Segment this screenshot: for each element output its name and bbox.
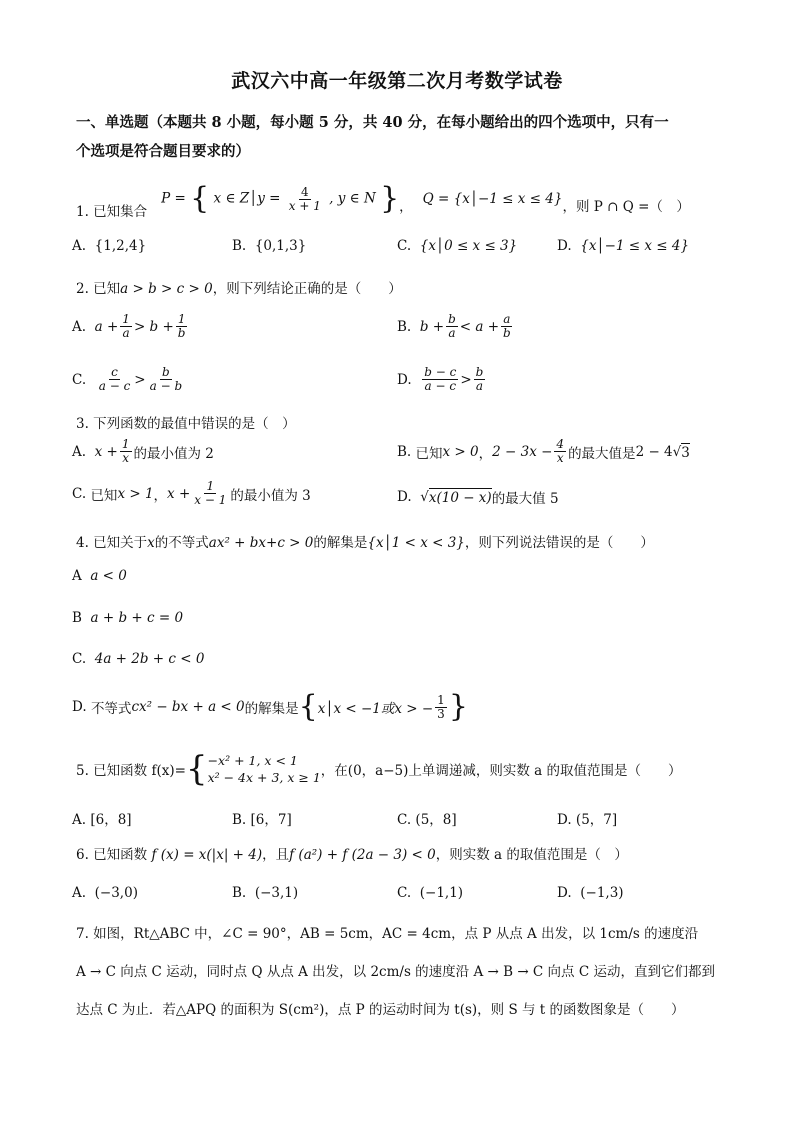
q3-a-post: 的最小值为 2	[133, 445, 214, 462]
q3-opt-a-label: A.	[72, 443, 87, 460]
sqrt-icon: √	[420, 489, 429, 505]
q2-option-a[interactable]	[72, 313, 189, 340]
q7-line-3: 达点 C 为止．若△APQ 的面积为 S(cm²)，点 P 的运动时间为 t(s)，则 S 与 t 的函数图象是（ ）	[76, 1002, 685, 1018]
q3-b-d: x	[556, 451, 564, 465]
q4-opt-b-label: B	[72, 610, 82, 626]
q2-opt-c-label: C.	[72, 371, 87, 388]
q6-opt-c-text: (−1,1)	[419, 885, 464, 901]
question-5	[76, 746, 682, 792]
q5-option-a[interactable]: A. [6，8]	[72, 812, 132, 828]
q1-option-b[interactable]	[232, 238, 306, 254]
question-1	[76, 172, 690, 226]
q3-c-expr: x +	[167, 485, 191, 502]
q5-piece-2: x² − 4x + 3, x ≥ 1	[207, 770, 321, 785]
q6-opt-d-label: D.	[557, 885, 572, 901]
q4-stem-pre: 4. 已知关于	[76, 535, 148, 551]
q4-option-b[interactable]	[72, 610, 183, 626]
q7-line-2: A → C 向点 C 运动，同时点 Q 从点 A 出发，以 2cm/s 的速度沿 A → B → C 向点 C 运动，直到它们都到	[76, 964, 715, 980]
q2-b-n1: b	[448, 312, 456, 326]
q3-c-sep: ，	[153, 487, 168, 504]
q2-b-frac2	[501, 313, 513, 340]
q6-stem-post: ，则实数 a 的取值范围是（ ）	[435, 847, 628, 863]
q3-b-rad: 3	[681, 444, 690, 461]
q2-d-n1: b − c	[424, 365, 457, 379]
q1-option-a[interactable]	[72, 238, 146, 254]
q2-opt-d-label: D.	[397, 371, 412, 388]
q6-function: f (x) = x(|x| + 4)	[151, 847, 263, 863]
q1-opt-a-label: A.	[72, 238, 87, 254]
q2-c-d2: a − b	[149, 379, 183, 393]
q2-option-b[interactable]	[397, 313, 515, 340]
q4-option-a[interactable]	[72, 568, 127, 584]
q2-a-n2: 1	[177, 312, 186, 326]
q2-b-mid: < a +	[459, 318, 500, 335]
q3-c-frac	[192, 480, 228, 507]
q2-d-d1: a − c	[424, 379, 457, 393]
section-header-line2: 个选项是符合题目要求的）	[76, 143, 250, 160]
q2-c-n2: b	[162, 365, 170, 379]
q1-option-d[interactable]	[557, 238, 689, 254]
q4-stem-mid: 的不等式	[154, 535, 209, 551]
q2-a-d1: a	[122, 326, 130, 340]
q4-d-frac	[435, 694, 447, 721]
q3-b-val: 2 − 4	[635, 443, 673, 460]
q2-d-mid: >	[460, 371, 472, 388]
q1-option-c[interactable]	[397, 238, 517, 254]
q6-option-c[interactable]	[397, 885, 463, 901]
q4-var: x	[147, 535, 155, 551]
q4-stem-post: ，则下列说法错误的是（ ）	[464, 535, 654, 551]
q3-b-cond: x > 0	[442, 443, 479, 460]
q4-d-left-brace: {	[298, 689, 318, 724]
q4-opt-a-text: a < 0	[90, 568, 127, 584]
q4-d-pre: 不等式	[90, 701, 132, 717]
q3-option-a[interactable]	[72, 438, 214, 465]
q2-opt-b-label: B.	[397, 318, 412, 335]
q4-opt-c-text: 4a + 2b + c < 0	[94, 651, 205, 667]
q1-opt-d-text: {x│−1 ≤ x ≤ 4}	[580, 238, 690, 254]
q5-stem: 5. 已知函数 f(x)=	[76, 763, 186, 779]
q3-opt-c-label: C.	[72, 485, 87, 502]
q3-c-n: 1	[206, 479, 215, 493]
q5-option-b[interactable]: B. [6，7]	[232, 812, 292, 828]
q7-line-1: 7. 如图，Rt△ABC 中，∠C = 90°，AB = 5cm，AC = 4cm，点 P 从点 A 出发，以 1cm/s 的速度沿	[76, 926, 699, 942]
question-2	[76, 277, 402, 297]
q5-stem-post: ，在(0，a−5)上单调递减，则实数 a 的取值范围是（ ）	[320, 763, 682, 779]
q2-option-c[interactable]	[72, 366, 186, 393]
q2-b-d2: b	[503, 326, 511, 340]
q1-opt-d-label: D.	[557, 238, 572, 254]
q6-option-d[interactable]	[557, 885, 624, 901]
q2-a-pre: a +	[94, 318, 119, 335]
q6-condition: f (a²) + f (2a − 3) < 0	[289, 847, 436, 863]
q3-opt-d-label: D.	[397, 489, 412, 505]
q3-c-post: 的最小值为 3	[230, 487, 311, 504]
q2-a-mid: > b +	[133, 318, 174, 335]
q4-opt-a-label: A	[72, 568, 82, 584]
q1-fraction	[287, 186, 323, 213]
q2-c-frac2	[148, 366, 185, 393]
q1-set-p	[161, 181, 400, 216]
q3-b-post: 的最大值是	[568, 445, 636, 462]
q4-opt-d-label: D.	[72, 699, 87, 715]
q5-piecewise-brace: {	[185, 749, 208, 789]
q6-option-a[interactable]	[72, 885, 138, 901]
question-3: 3. 下列函数的最值中错误的是（ ）	[76, 416, 296, 432]
q2-opt-a-label: A.	[72, 318, 87, 335]
q2-d-frac2	[474, 366, 486, 393]
q4-solution-set: {x│1 < x < 3}	[367, 535, 465, 551]
question-4	[76, 531, 654, 551]
q2-stem-post: ，则下列结论正确的是（ ）	[212, 281, 402, 297]
q1-sep: ，	[399, 199, 413, 215]
q1-p-set-left: x ∈ Z│y =	[213, 190, 281, 207]
q1-opt-b-label: B.	[232, 238, 247, 254]
q2-a-d2: b	[177, 326, 186, 340]
sqrt-icon: √	[672, 443, 682, 460]
q2-b-d1: a	[448, 326, 456, 340]
q3-a-pre: x +	[94, 443, 118, 460]
q1-frac-den: x + 1	[288, 198, 321, 213]
q1-right-brace: }	[380, 181, 400, 216]
q3-a-n: 1	[121, 437, 130, 451]
q2-a-frac1	[120, 313, 132, 340]
q2-condition: a > b > c > 0	[120, 281, 213, 297]
q4-inequality: ax² + bx+c > 0	[208, 535, 314, 551]
q4-d-right-brace: }	[448, 689, 468, 724]
q3-b-pre: 已知	[415, 445, 443, 462]
q1-left-brace: {	[190, 181, 210, 216]
q4-d-inequality: cx² − bx + a < 0	[131, 699, 245, 715]
q6-opt-a-text: (−3,0)	[94, 885, 138, 901]
q2-d-n2: b	[475, 365, 484, 379]
q3-a-d: x	[122, 451, 130, 465]
q2-b-n2: a	[503, 312, 511, 326]
q4-option-c[interactable]	[72, 651, 204, 667]
q2-c-frac1	[97, 366, 133, 393]
q3-c-d: x − 1	[194, 493, 227, 507]
section-header-line1: 一、单选题（本题共 8 小题，每小题 5 分，共 40 分，在每小题给出的四个选项中，只有一	[76, 114, 669, 131]
q5-option-c[interactable]: C. (5，8]	[397, 812, 457, 828]
q6-option-b[interactable]	[232, 885, 298, 901]
q1-opt-c-label: C.	[397, 238, 412, 254]
question-6	[76, 843, 628, 863]
q3-option-c[interactable]	[72, 480, 311, 507]
q4-stem-mid2: 的解集是	[313, 535, 368, 551]
q6-opt-a-label: A.	[72, 885, 87, 901]
q2-b-frac1	[446, 313, 458, 340]
q3-b-sep: ，	[478, 445, 493, 462]
q6-opt-b-text: (−3,1)	[254, 885, 299, 901]
exam-title: 武汉六中高一年级第二次月考数学试卷	[231, 70, 563, 92]
q6-opt-d-text: (−1,3)	[580, 885, 624, 901]
q1-opt-b-text: {0,1,3}	[254, 238, 307, 254]
q2-b-pre: b +	[419, 318, 445, 335]
q1-set-q: Q = {x│−1 ≤ x ≤ 4}	[422, 191, 563, 207]
q4-opt-c-label: C.	[72, 651, 87, 667]
q3-a-frac	[120, 438, 132, 465]
q3-d-post: 的最大值 5	[491, 491, 559, 507]
q2-a-n1: 1	[122, 312, 130, 326]
q1-stem: 1. 已知集合	[76, 204, 148, 220]
q2-c-mid: >	[134, 371, 146, 388]
q6-mid: ，且	[262, 847, 290, 863]
q4-d-n: 1	[437, 692, 445, 707]
q1-p-set-right: , y ∈ N	[329, 190, 376, 207]
q1-p-lhs: P =	[161, 190, 186, 207]
q3-c-pre: 已知	[90, 487, 118, 504]
q3-opt-b-label: B.	[397, 443, 412, 460]
q4-d-d: 3	[437, 706, 445, 721]
q3-c-cond: x > 1	[117, 485, 154, 502]
q2-a-frac2	[176, 313, 188, 340]
q6-opt-b-label: B.	[232, 885, 247, 901]
q2-c-n1: c	[111, 365, 118, 379]
q3-option-b[interactable]	[397, 438, 690, 465]
q2-c-d1: a − c	[98, 379, 131, 393]
q3-d-rad: x(10 − x)	[428, 490, 492, 506]
q6-opt-c-label: C.	[397, 885, 412, 901]
q5-piece-1: −x² + 1, x < 1	[207, 753, 298, 768]
q1-tail: ，则 P ∩ Q =（ ）	[562, 199, 690, 215]
q5-piecewise	[208, 752, 321, 786]
q4-option-d[interactable]	[72, 684, 468, 730]
q2-d-frac1	[422, 366, 458, 393]
q4-d-set-left: x│x < −1或x > −	[317, 701, 434, 717]
q4-opt-b-text: a + b + c = 0	[90, 610, 184, 626]
q2-d-d2: a	[475, 379, 484, 393]
q2-stem-pre: 2. 已知	[76, 281, 121, 297]
q2-option-d[interactable]	[397, 366, 487, 393]
q1-opt-a-text: {1,2,4}	[94, 238, 147, 254]
q3-b-expr: 2 − 3x −	[492, 443, 553, 460]
q3-b-frac	[554, 438, 566, 465]
q1-opt-c-text: {x│0 ≤ x ≤ 3}	[419, 238, 518, 254]
q5-option-d[interactable]: D. (5，7]	[557, 812, 618, 828]
q3-b-n: 4	[556, 437, 565, 451]
q6-stem-pre: 6. 已知函数	[76, 847, 148, 863]
q4-d-mid: 的解集是	[244, 701, 299, 717]
q1-frac-num: 4	[301, 184, 309, 199]
q3-option-d[interactable]	[397, 487, 559, 507]
